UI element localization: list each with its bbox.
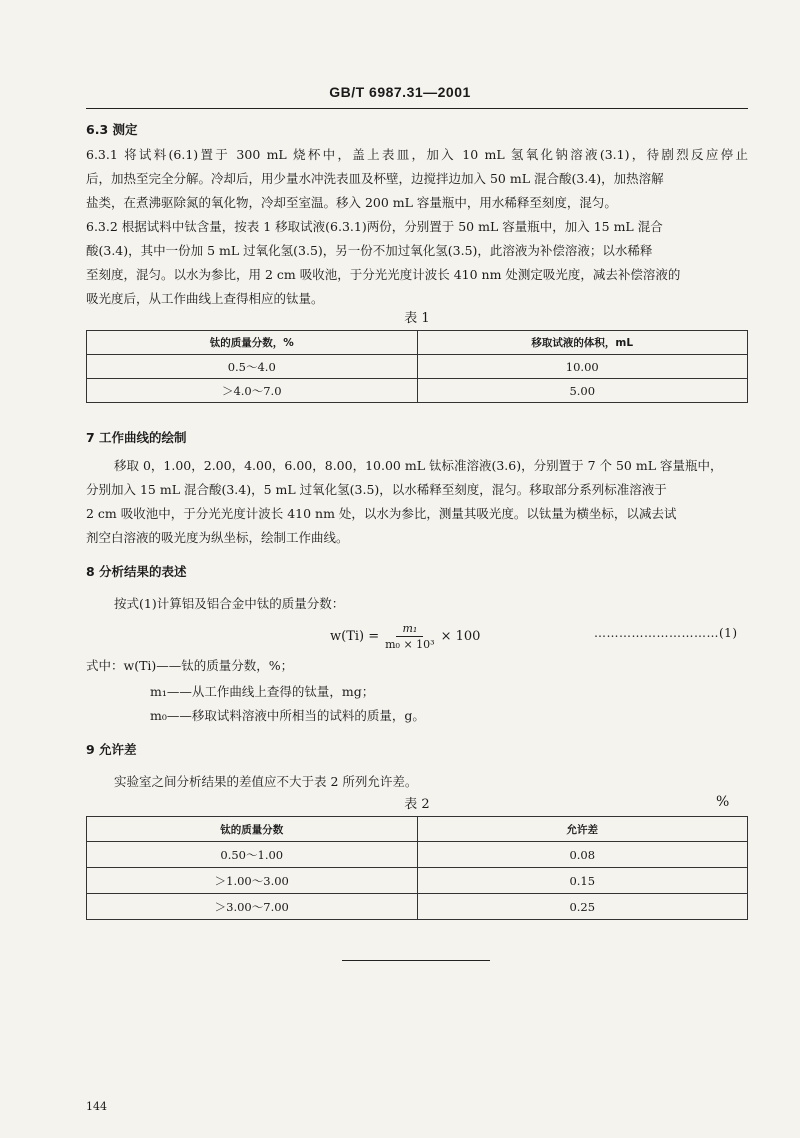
para-6-3-2-line-3: 至刻度，混匀。以水为参比，用 2 cm 吸收池，于分光光度计波长 410 nm 处测定吸光度，减去补偿溶液的 <box>86 267 681 282</box>
table-row <box>87 842 748 868</box>
para-6-3-2-line-2: 酸(3.4)，其中一份加 5 mL 过氧化氢(3.5)，另一份不加过氧化氢(3.5)，此溶液为补偿溶液；以水稀释 <box>86 243 653 258</box>
where-line-2: m₁——从工作曲线上查得的钛量，mg； <box>150 684 375 699</box>
table-cell: 0.08 <box>417 842 748 868</box>
para-6-3-1-line-3: 盐类，在煮沸驱除氮的氧化物，冷却至室温。移入 200 mL 容量瓶中，用水稀释至刻度，混匀。 <box>86 195 617 210</box>
table-row <box>87 379 748 403</box>
table-cell: ＞4.0～7.0 <box>87 379 418 403</box>
section-9-text: 实验室之间分析结果的差值应不大于表 2 所列允许差。 <box>114 774 418 789</box>
table-cell: ＞1.00～3.00 <box>87 868 418 894</box>
table-cell: 0.15 <box>417 868 748 894</box>
where-line-1: 式中：w(Ti)——钛的质量分数，%； <box>86 658 294 673</box>
section-7-line-4: 剂空白溶液的吸光度为纵坐标，绘制工作曲线。 <box>86 530 349 545</box>
section-7-line-2: 分别加入 15 mL 混合酸(3.4)，5 mL 过氧化氢(3.5)，以水稀释至刻度，混匀。移取部分系列标准溶液于 <box>86 482 667 497</box>
equation-number: …………………………(1) <box>594 626 738 640</box>
table-2-header-mass-fraction: 钛的质量分数 <box>87 817 418 842</box>
para-6-3-1-line-2: 后，加热至完全分解。冷却后，用少量水冲洗表皿及杯壁，边搅拌边加入 50 mL 混合酸(3.4)，加热溶解 <box>86 171 664 186</box>
standard-code: GB/T 6987.31—2001 <box>329 84 471 100</box>
formula-denominator: m₀ × 10³ <box>385 637 435 651</box>
section-7-title: 7 工作曲线的绘制 <box>86 430 187 445</box>
section-8-title: 8 分析结果的表述 <box>86 564 187 579</box>
table-row <box>87 355 748 379</box>
table-2-caption: 表 2 <box>404 797 430 812</box>
section-7-line-3: 2 cm 吸收池中，于分光光度计波长 410 nm 处，以水为参比，测量其吸光度。以钛量为横坐标，以减去试 <box>86 506 677 521</box>
para-6-3-1-line-1: 6.3.1 将试料(6.1)置于 300 mL 烧杯中，盖上表皿，加入 10 mL 氢氧化钠溶液(3.1)，待剧烈反应停止 <box>86 147 748 162</box>
table-2-header-tolerance: 允许差 <box>417 817 748 842</box>
table-1-header-row <box>87 331 748 355</box>
formula-numerator: m₁ <box>396 622 423 637</box>
table-cell: 0.5～4.0 <box>87 355 418 379</box>
table-2-header-row <box>87 817 748 842</box>
table-2 <box>86 816 748 920</box>
table-cell: 10.00 <box>417 355 748 379</box>
formula-1 <box>330 616 480 656</box>
table-1-header-volume: 移取试液的体积，mL <box>417 331 748 355</box>
page-number: 144 <box>86 1100 107 1113</box>
formula-fraction <box>385 622 434 651</box>
header-rule <box>86 108 748 109</box>
table-cell: 0.50～1.00 <box>87 842 418 868</box>
section-6-3-title: 6.3 测定 <box>86 122 138 137</box>
table-1-caption: 表 1 <box>404 311 430 326</box>
section-9-title: 9 允许差 <box>86 742 137 757</box>
table-2-unit: % <box>716 794 730 810</box>
para-6-3-2-line-1: 6.3.2 根据试料中钛含量，按表 1 移取试液(6.3.1)两份，分别置于 50 mL 容量瓶中，加入 15 mL 混合 <box>86 219 663 234</box>
table-row <box>87 894 748 920</box>
table-1 <box>86 330 748 403</box>
formula-lhs: w(Ti) = <box>330 628 380 644</box>
section-8-intro: 按式(1)计算铝及铝合金中钛的质量分数： <box>114 596 345 611</box>
end-rule <box>342 960 490 961</box>
where-line-3: m₀——移取试料溶液中所相当的试料的质量，g。 <box>150 708 425 723</box>
section-7-line-1: 移取 0，1.00，2.00，4.00，6.00，8.00，10.00 mL 钛标准溶液(3.6)，分别置于 7 个 50 mL 容量瓶中， <box>114 458 723 473</box>
formula-rhs: × 100 <box>440 628 481 644</box>
table-cell: 5.00 <box>417 379 748 403</box>
table-1-header-mass-fraction: 钛的质量分数，% <box>87 331 418 355</box>
table-cell: 0.25 <box>417 894 748 920</box>
table-row <box>87 868 748 894</box>
table-cell: ＞3.00～7.00 <box>87 894 418 920</box>
para-6-3-2-line-4: 吸光度后，从工作曲线上查得相应的钛量。 <box>86 291 324 306</box>
